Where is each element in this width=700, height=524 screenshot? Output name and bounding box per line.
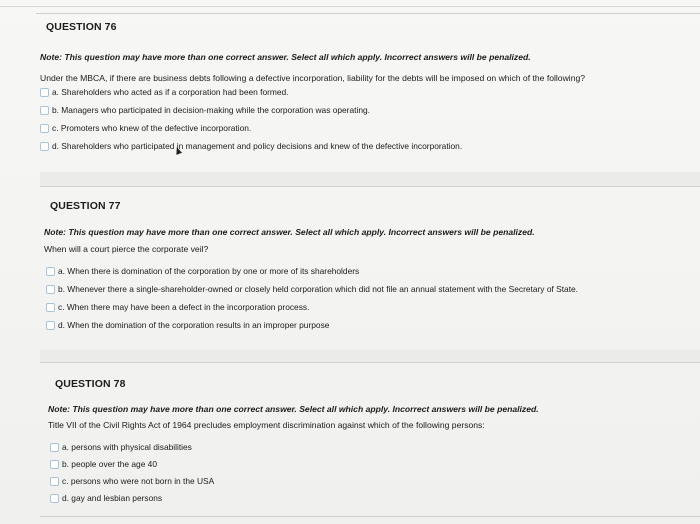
checkbox[interactable] <box>40 106 49 115</box>
option-label: a. When there is domination of the corporation by one or more of its shareholders <box>58 266 360 276</box>
answer-option-b[interactable] <box>40 104 370 116</box>
option-label: d. Shareholders who participated in management and policy decisions and knew of the defective incorporation. <box>52 141 463 151</box>
top-divider <box>0 6 700 7</box>
question-note: Note: This question may have more than one correct answer. Select all which apply. Incorrect answers will be penalized. <box>44 227 535 237</box>
checkbox[interactable] <box>46 321 55 330</box>
question-note: Note: This question may have more than one correct answer. Select all which apply. Incorrect answers will be penalized. <box>48 404 539 414</box>
answer-option-c[interactable] <box>50 475 214 487</box>
answer-option-b[interactable] <box>50 458 157 470</box>
option-label: d. gay and lesbian persons <box>62 493 163 503</box>
checkbox[interactable] <box>50 460 59 469</box>
option-label: d. When the domination of the corporation results in an improper purpose <box>58 320 330 330</box>
option-label: b. people over the age 40 <box>62 459 157 469</box>
answer-option-a[interactable] <box>46 265 359 277</box>
answer-option-b[interactable] <box>46 283 578 295</box>
answer-option-a[interactable] <box>40 86 289 98</box>
checkbox[interactable] <box>40 124 49 133</box>
answer-option-c[interactable] <box>46 301 309 313</box>
question-separator-band <box>40 350 700 362</box>
checkbox[interactable] <box>50 477 59 486</box>
question-divider <box>40 186 700 187</box>
option-label: b. Whenever there a single-shareholder-owned or closely held corporation which did not file an annual statement with the Secretary of State. <box>58 284 579 294</box>
option-label: a. Shareholders who acted as if a corporation had been formed. <box>52 87 289 97</box>
checkbox[interactable] <box>46 267 55 276</box>
question-title: QUESTION 78 <box>55 378 126 390</box>
answer-option-d[interactable] <box>40 140 462 152</box>
option-label: c. Promoters who knew of the defective incorporation. <box>52 123 252 133</box>
option-label: c. persons who were not born in the USA <box>62 476 215 486</box>
question-separator-band <box>40 172 700 186</box>
question-stem: Under the MBCA, if there are business debts following a defective incorporation, liability for the debts will be imposed on which of the following? <box>40 73 586 83</box>
option-label: a. persons with physical disabilities <box>62 442 192 452</box>
checkbox[interactable] <box>50 443 59 452</box>
checkbox[interactable] <box>50 494 59 503</box>
question-title: QUESTION 77 <box>50 200 121 212</box>
question-note: Note: This question may have more than one correct answer. Select all which apply. Incorrect answers will be penalized. <box>40 52 531 62</box>
question-header <box>36 13 700 14</box>
checkbox[interactable] <box>46 303 55 312</box>
question-title: QUESTION 76 <box>46 21 117 33</box>
answer-option-d[interactable] <box>50 492 162 504</box>
checkbox[interactable] <box>40 88 49 97</box>
answer-option-c[interactable] <box>40 122 251 134</box>
question-stem: Title VII of the Civil Rights Act of 1964 precludes employment discrimination against which of the following persons: <box>48 420 485 430</box>
checkbox[interactable] <box>40 142 49 151</box>
question-stem: When will a court pierce the corporate veil? <box>44 244 209 254</box>
question-divider <box>40 362 700 363</box>
option-label: c. When there may have been a defect in the incorporation process. <box>58 302 310 312</box>
checkbox[interactable] <box>46 285 55 294</box>
bottom-divider <box>40 516 700 517</box>
answer-option-a[interactable] <box>50 441 192 453</box>
answer-option-d[interactable] <box>46 319 329 331</box>
option-label: b. Managers who participated in decision-making while the corporation was operating. <box>52 105 370 115</box>
